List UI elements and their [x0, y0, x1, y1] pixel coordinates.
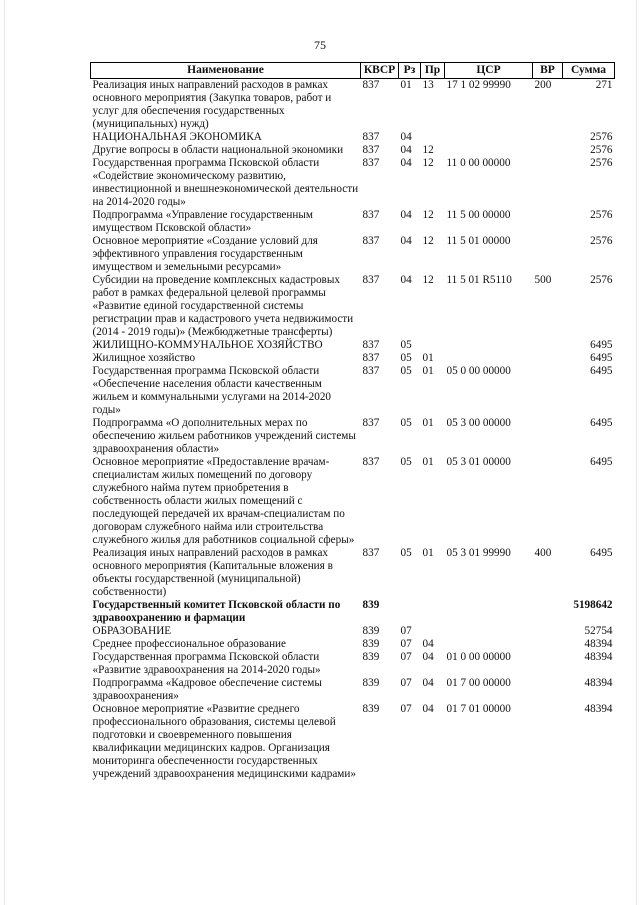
cell-rz: 05	[400, 352, 412, 364]
cell-name: Другие вопросы в области национальной экономики	[92, 144, 344, 156]
cell-sum: 48394	[584, 638, 613, 650]
cell-sum: 2576	[590, 131, 613, 143]
cell-rz: 04	[400, 235, 412, 247]
table-row	[91, 157, 615, 209]
cell-kvsr: 837	[362, 365, 380, 377]
cell-pr: 04	[422, 703, 434, 715]
cell-csr: 11 0 00 00000	[446, 157, 511, 169]
cell-vr	[533, 365, 563, 417]
cell-name: Государственный комитет Псковской области по здравоохранению и фармации	[92, 599, 341, 624]
header-kvsr: КВСР	[361, 63, 399, 79]
cell-name: НАЦИОНАЛЬНАЯ ЭКОНОМИКА	[92, 131, 262, 143]
cell-pr: 01	[422, 352, 434, 364]
table-row	[91, 547, 615, 599]
cell-rz: 05	[400, 417, 412, 429]
table-row	[91, 651, 615, 677]
cell-rz: 04	[400, 131, 412, 143]
cell-pr: 01	[422, 547, 434, 559]
cell-rz: 07	[400, 638, 412, 650]
cell-csr: 05 3 01 99990	[446, 547, 511, 559]
cell-kvsr: 837	[362, 209, 380, 221]
cell-sum: 6495	[590, 365, 613, 377]
cell-name: Подпрограмма «О дополнительных мерах по обеспечению жильем работников учреждений системы здравоохранения области»	[92, 417, 356, 455]
cell-sum: 6495	[590, 547, 613, 559]
cell-csr: 05 3 01 00000	[446, 456, 511, 468]
table-row	[91, 365, 615, 417]
cell-name: Субсидии на проведение комплексных кадастровых работ в рамках федеральной целевой программы «Развитие единой государственной системы регистрации прав и кадастрового учета недвижимости (2014 - 2019 годы)» (Межбюджетные трансферты)	[92, 274, 354, 338]
cell-name: Основное мероприятие «Создание условий для эффективного управления государственным имуществом и земельными ресурсами»	[92, 235, 318, 273]
cell-csr: 05 3 00 00000	[446, 417, 511, 429]
cell-kvsr: 837	[362, 157, 380, 169]
cell-vr	[533, 144, 563, 157]
table-row	[91, 235, 615, 274]
cell-vr	[533, 638, 563, 651]
cell-name: Государственная программа Псковской области «Обеспечение населения области качественным жильем и коммунальными услугами на 2014-2020 годы»	[92, 365, 332, 416]
cell-csr	[445, 625, 533, 638]
cell-kvsr: 839	[362, 651, 380, 663]
cell-pr: 13	[422, 79, 434, 91]
cell-csr: 05 0 00 00000	[446, 365, 511, 377]
cell-csr	[445, 352, 533, 365]
table-row	[91, 339, 615, 352]
header-csr: ЦСР	[445, 63, 533, 79]
cell-rz: 04	[400, 274, 412, 286]
cell-pr: 12	[422, 144, 434, 156]
table-row	[91, 703, 615, 781]
table-row	[91, 638, 615, 651]
budget-table	[90, 62, 615, 781]
cell-sum: 6495	[590, 417, 613, 429]
cell-vr	[533, 209, 563, 235]
cell-name: Подпрограмма «Кадровое обеспечение системы здравоохранения»	[92, 677, 322, 702]
cell-csr: 01 0 00 00000	[446, 651, 511, 663]
cell-kvsr: 837	[362, 79, 380, 91]
cell-rz: 05	[400, 456, 412, 468]
cell-vr	[533, 235, 563, 274]
header-vr: ВР	[533, 63, 563, 79]
table-row	[91, 274, 615, 339]
table-row	[91, 352, 615, 365]
cell-kvsr: 837	[362, 144, 380, 156]
cell-kvsr: 837	[362, 131, 380, 143]
cell-vr: 200	[534, 79, 552, 91]
cell-name: Жилищное хозяйство	[92, 352, 196, 364]
cell-pr: 01	[422, 417, 434, 429]
cell-sum: 5198642	[573, 599, 613, 611]
cell-sum: 6495	[590, 352, 613, 364]
cell-vr: 400	[534, 547, 552, 559]
cell-sum: 6495	[590, 339, 613, 351]
cell-rz: 04	[400, 209, 412, 221]
cell-rz: 04	[400, 157, 412, 169]
cell-sum: 2576	[590, 157, 613, 169]
cell-csr	[445, 131, 533, 144]
page-number: 75	[314, 38, 326, 52]
cell-rz: 07	[400, 677, 412, 689]
cell-csr	[445, 638, 533, 651]
cell-kvsr: 837	[362, 339, 380, 351]
cell-csr	[445, 599, 533, 625]
cell-vr	[533, 456, 563, 547]
cell-rz: 01	[400, 79, 412, 91]
cell-kvsr: 839	[362, 677, 380, 689]
cell-vr	[533, 352, 563, 365]
scan-edge-right	[636, 0, 637, 905]
cell-sum: 6495	[590, 456, 613, 468]
cell-kvsr: 839	[362, 638, 380, 650]
cell-name: Государственная программа Псковской области «Содействие экономическому развитию, инвестиционной и внешнеэкономической деятельности на 2014-2020 годы»	[92, 157, 359, 208]
cell-pr: 12	[422, 157, 434, 169]
cell-vr	[533, 703, 563, 781]
cell-kvsr: 839	[362, 703, 380, 715]
header-rz: Рз	[399, 63, 421, 79]
cell-csr	[445, 339, 533, 352]
cell-pr: 12	[422, 274, 434, 286]
cell-pr	[421, 599, 445, 625]
table-row	[91, 456, 615, 547]
cell-csr: 11 5 01 00000	[446, 235, 511, 247]
cell-rz	[399, 599, 421, 625]
cell-name: Реализация иных направлений расходов в рамках основного мероприятия (Закупка товаров, работ и услуг для обеспечения государственных (муниципальных) нужд)	[92, 79, 332, 130]
cell-vr: 500	[534, 274, 552, 286]
scan-edge-left	[4, 0, 5, 905]
cell-pr: 01	[422, 365, 434, 377]
cell-kvsr: 837	[362, 456, 380, 468]
header-sum: Сумма	[563, 63, 615, 79]
cell-sum: 48394	[584, 677, 613, 689]
cell-pr: 12	[422, 235, 434, 247]
table-row	[91, 599, 615, 625]
cell-rz: 07	[400, 703, 412, 715]
cell-kvsr: 837	[362, 352, 380, 364]
table-header-row	[91, 63, 615, 79]
cell-csr: 01 7 01 00000	[446, 703, 511, 715]
cell-sum: 52754	[584, 625, 613, 637]
cell-sum: 2576	[590, 274, 613, 286]
cell-name: Среднее профессиональное образование	[92, 638, 287, 650]
cell-vr	[533, 625, 563, 638]
cell-csr	[445, 144, 533, 157]
cell-vr	[533, 131, 563, 144]
header-pr: Пр	[421, 63, 445, 79]
table-row	[91, 209, 615, 235]
cell-csr: 11 5 00 00000	[446, 209, 511, 221]
table-body	[91, 79, 615, 782]
cell-rz: 05	[400, 365, 412, 377]
table-row	[91, 677, 615, 703]
header-name: Наименование	[91, 63, 361, 79]
cell-rz: 05	[400, 339, 412, 351]
cell-sum: 48394	[584, 651, 613, 663]
table-row	[91, 79, 615, 132]
cell-rz: 07	[400, 651, 412, 663]
cell-pr: 12	[422, 209, 434, 221]
cell-kvsr: 839	[362, 625, 380, 637]
table-row	[91, 417, 615, 456]
cell-name: ЖИЛИЩНО-КОММУНАЛЬНОЕ ХОЗЯЙСТВО	[92, 339, 323, 351]
cell-pr	[421, 131, 445, 144]
table-row	[91, 131, 615, 144]
cell-sum: 2576	[590, 235, 613, 247]
cell-csr: 17 1 02 99990	[446, 79, 511, 91]
cell-vr	[533, 677, 563, 703]
cell-kvsr: 837	[362, 417, 380, 429]
cell-name: Государственная программа Псковской области «Развитие здравоохранения на 2014-2020 годы»	[92, 651, 321, 676]
cell-pr: 04	[422, 651, 434, 663]
cell-name: ОБРАЗОВАНИЕ	[92, 625, 172, 637]
cell-sum: 2576	[590, 209, 613, 221]
cell-kvsr: 837	[362, 547, 380, 559]
cell-vr	[533, 157, 563, 209]
cell-kvsr: 837	[362, 274, 380, 286]
cell-pr: 01	[422, 456, 434, 468]
cell-name: Основное мероприятие «Предоставление врачам-специалистам жилых помещений по договору служебного найма путем приобретения в собственность области жилых помещений с последующей передачей их врачам-специалистам по договорам служебного найма или строительства служебного жилья для работников социальной сферы»	[92, 456, 355, 546]
cell-pr	[421, 625, 445, 638]
cell-name: Основное мероприятие «Развитие среднего профессионального образования, системы целевой подготовки и своевременного повышения квалификации медицинских кадров. Организация мониторинга обеспеченности государственных учреждений здравоохранения медицинскими кадрами»	[92, 703, 356, 780]
cell-vr	[533, 417, 563, 456]
cell-sum: 2576	[590, 144, 613, 156]
cell-name: Реализация иных направлений расходов в рамках основного мероприятия (Капитальные вложения в объекты государственной (муниципальной) собственности)	[92, 547, 333, 598]
cell-pr	[421, 339, 445, 352]
cell-vr	[533, 339, 563, 352]
cell-vr	[533, 651, 563, 677]
cell-csr: 11 5 01 R5110	[446, 274, 512, 286]
cell-vr	[533, 599, 563, 625]
cell-pr: 04	[422, 638, 434, 650]
cell-name: Подпрограмма «Управление государственным имуществом Псковской области»	[92, 209, 313, 234]
cell-rz: 07	[400, 625, 412, 637]
cell-csr: 01 7 00 00000	[446, 677, 511, 689]
table-row	[91, 144, 615, 157]
cell-kvsr: 839	[362, 599, 380, 611]
cell-kvsr: 837	[362, 235, 380, 247]
cell-rz: 04	[400, 144, 412, 156]
cell-sum: 271	[595, 79, 613, 91]
cell-rz: 05	[400, 547, 412, 559]
table-row	[91, 625, 615, 638]
cell-pr: 04	[422, 677, 434, 689]
cell-sum: 48394	[584, 703, 613, 715]
